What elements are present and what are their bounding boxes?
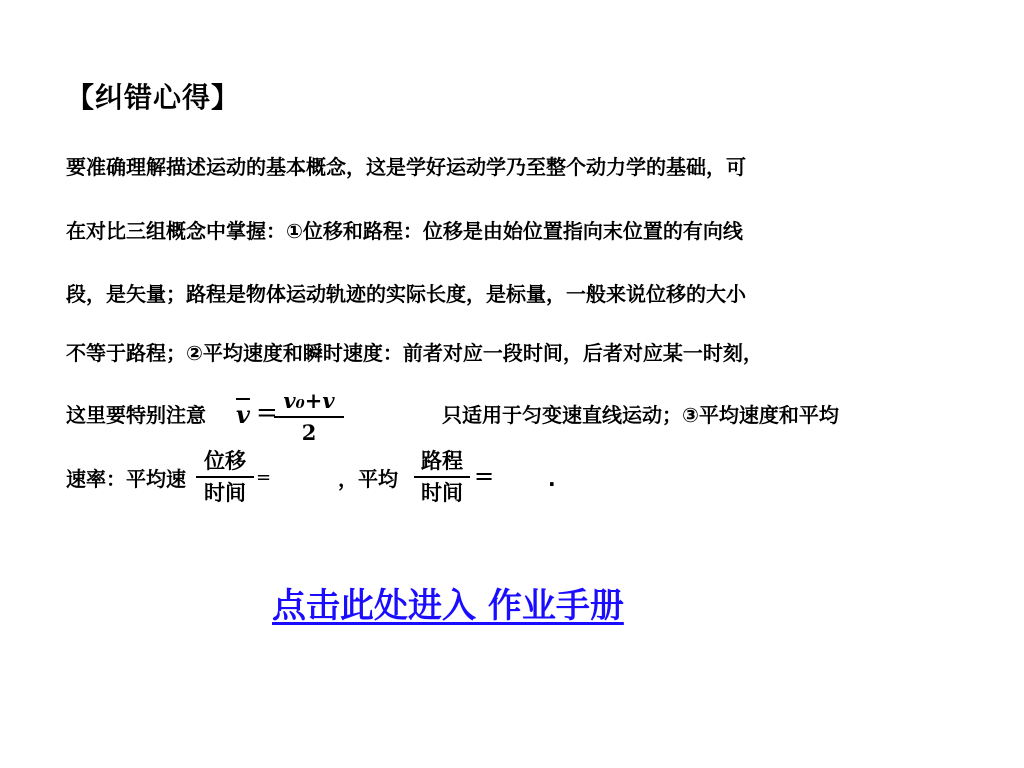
fraction-1-equals: = bbox=[256, 467, 272, 488]
fraction-1-numerator: 位移 bbox=[204, 449, 246, 473]
paragraph-line-6-middle: ，平均 bbox=[338, 467, 398, 491]
paragraph-line-4: 不等于路程；②平均速度和瞬时速度：前者对应一段时间，后者对应某一时刻， bbox=[66, 341, 763, 365]
formula-fraction bbox=[274, 388, 344, 446]
formula-denominator: 2 bbox=[301, 420, 317, 445]
fraction-2-equals: = bbox=[474, 462, 495, 490]
paragraph-line-6-end: . bbox=[548, 467, 556, 491]
fraction-bar bbox=[274, 416, 344, 418]
paragraph-line-6-label: 速率：平均速 bbox=[66, 467, 186, 491]
fraction-1-bar bbox=[196, 476, 254, 478]
fraction-displacement-over-time bbox=[196, 448, 254, 506]
paragraph-line-5-end: 只适用于匀变速直线运动；③平均速度和平均 bbox=[442, 403, 839, 427]
fraction-2-denominator: 时间 bbox=[421, 481, 463, 505]
fraction-1-denominator: 时间 bbox=[204, 481, 246, 505]
heading: 【纠错心得】 bbox=[66, 81, 241, 114]
paragraph-line-3: 段，是矢量；路程是物体运动轨迹的实际长度，是标量，一般来说位移的大小 bbox=[66, 282, 746, 306]
formula-equals: = bbox=[256, 398, 278, 428]
paragraph-line-2: 在对比三组概念中掌握：①位移和路程：位移是由始位置指向末位置的有向线 bbox=[66, 219, 743, 243]
fraction-distance-over-time bbox=[414, 448, 470, 506]
fraction-2-bar bbox=[414, 476, 470, 478]
formula-numerator: v₀+v bbox=[283, 388, 335, 413]
fraction-2-numerator: 路程 bbox=[421, 449, 463, 473]
homework-manual-link[interactable]: 点击此处进入 作业手册 bbox=[272, 586, 624, 626]
paragraph-line-5-start: 这里要特别注意 bbox=[66, 403, 206, 427]
paragraph-line-1: 要准确理解描述运动的基本概念，这是学好运动学乃至整个动力学的基础，可 bbox=[66, 155, 746, 179]
formula-v-bar: $\overline{v}$ bbox=[236, 400, 250, 429]
